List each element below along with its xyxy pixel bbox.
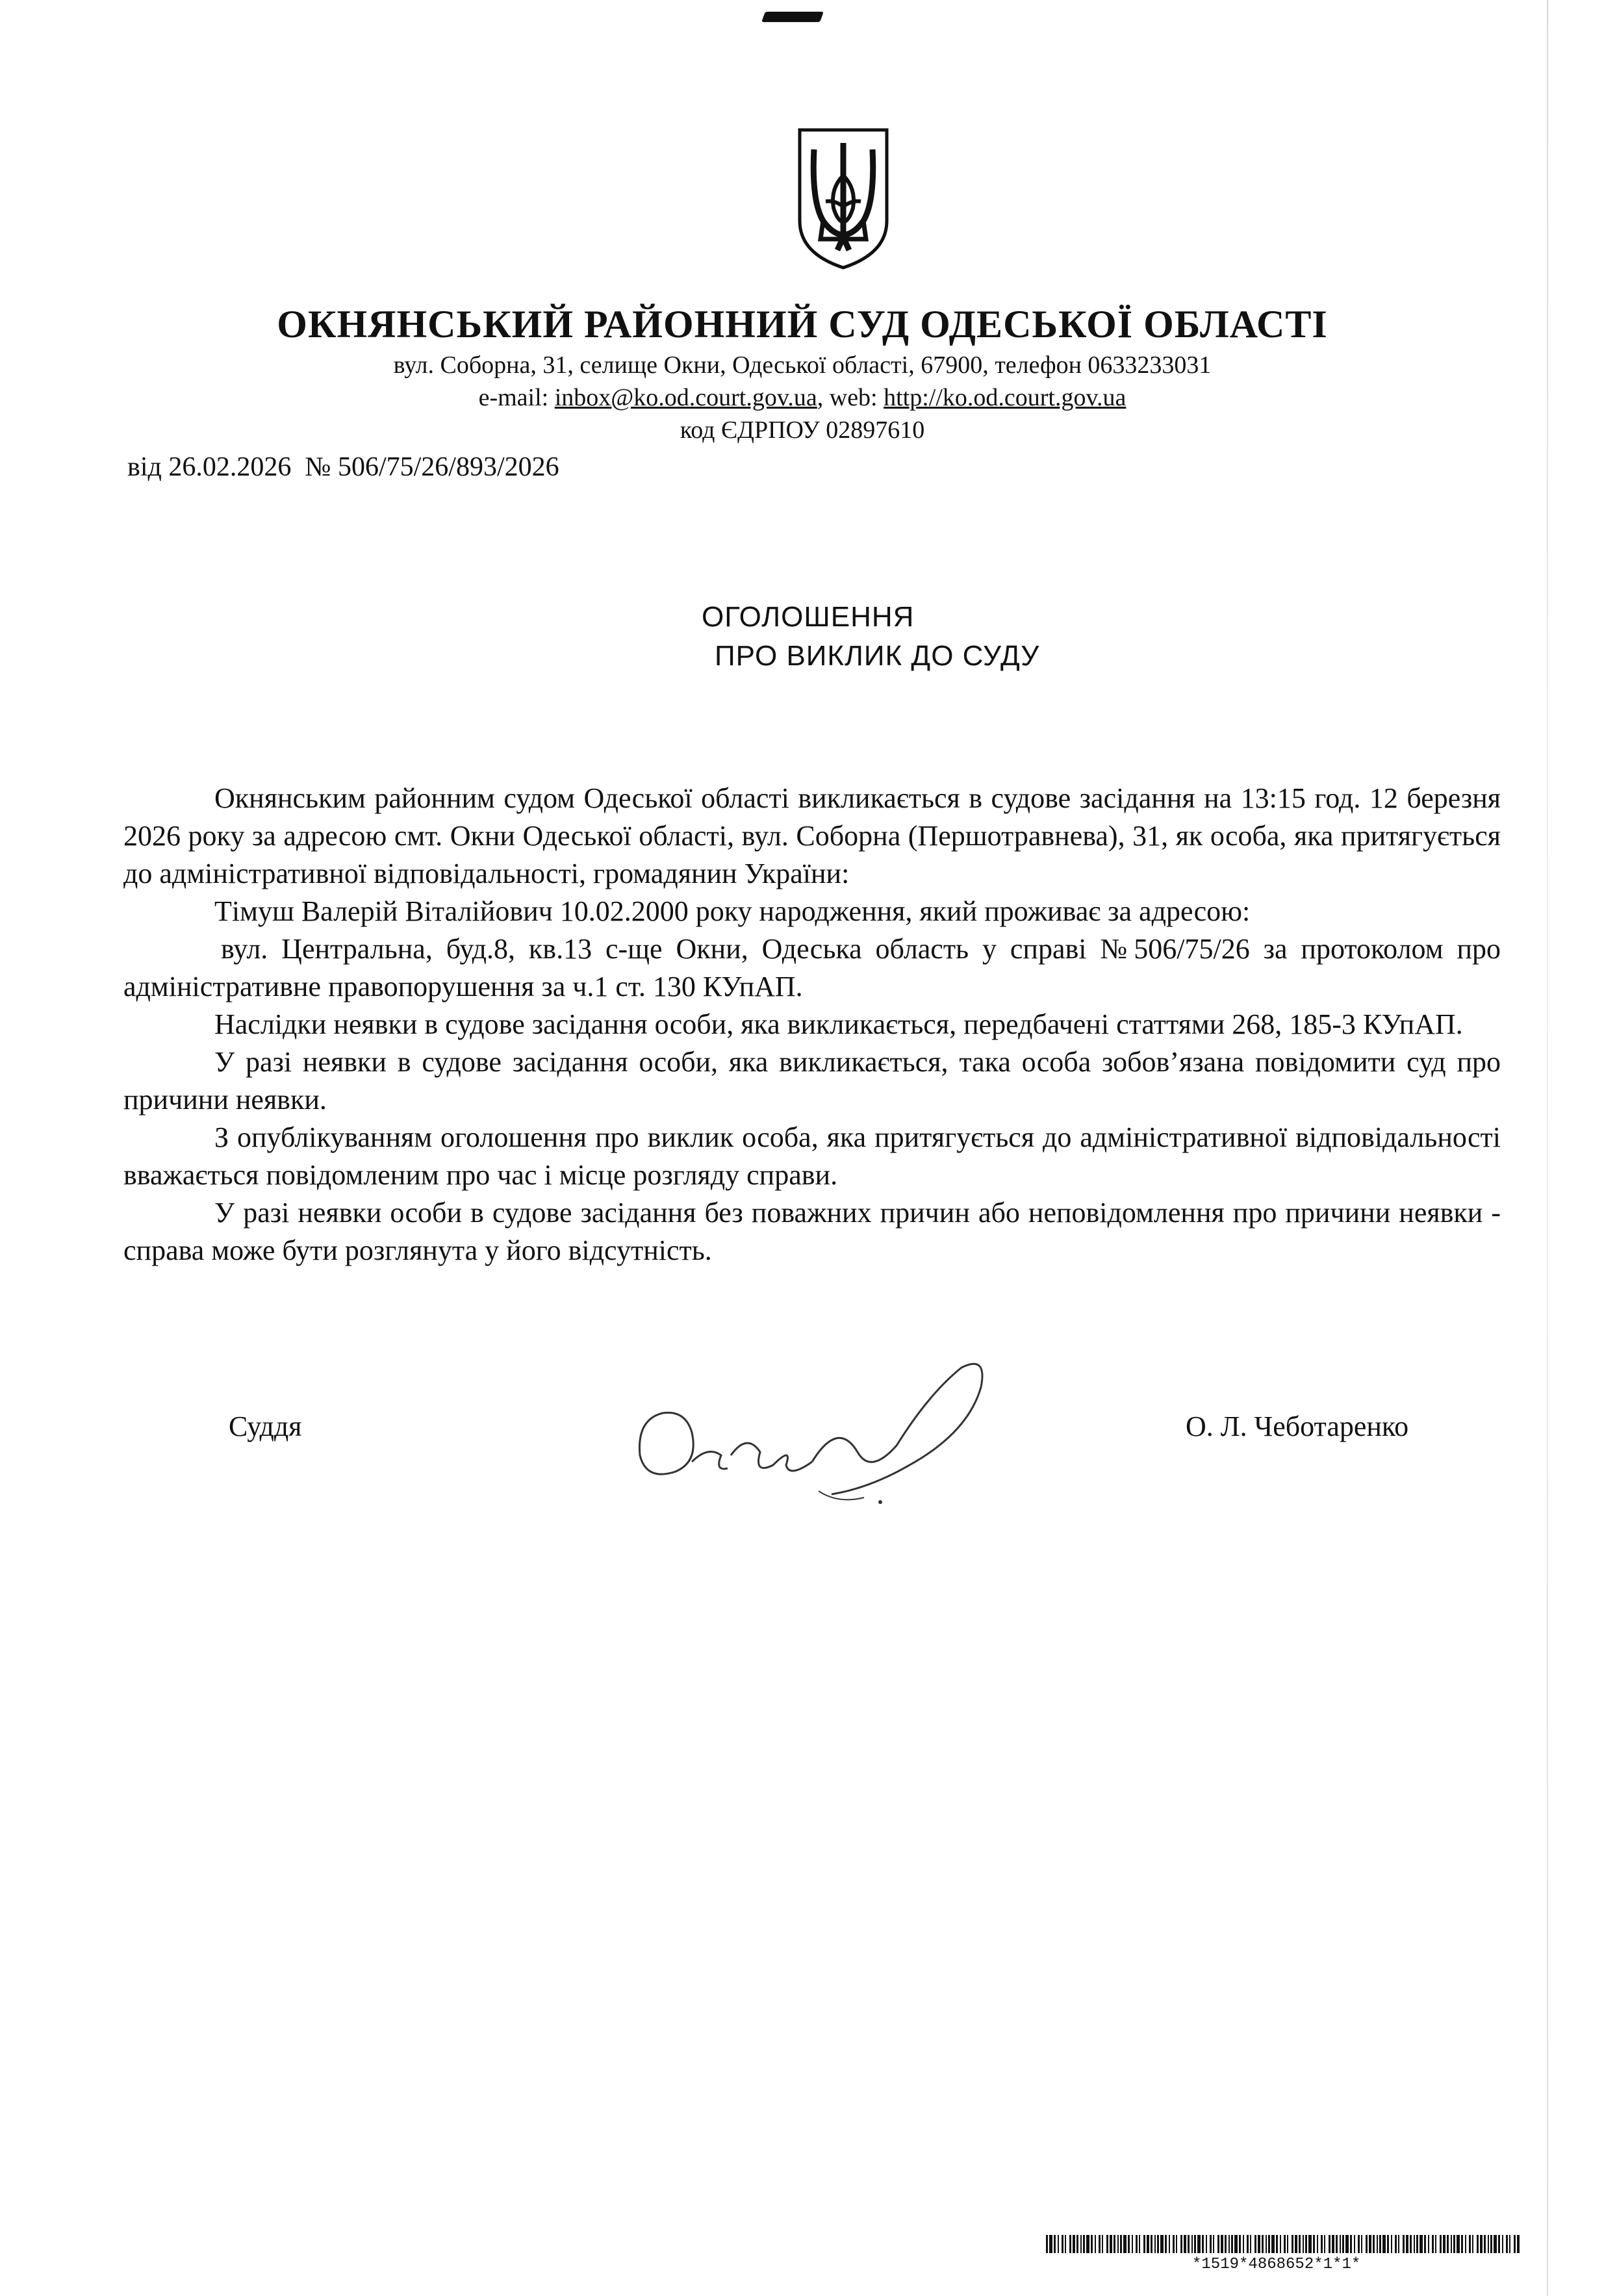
barcode-number: *1519*4868652*1*1* — [1192, 2256, 1361, 2273]
paragraph-address-case: вул. Центральна, буд.8, кв.13 с-ще Окни, Одеська область у справі №506/75/26 за протоколом про адміністративне правопорушення за ч.1 ст. 130 КУпАП. — [123, 933, 1501, 1002]
document-date: 26.02.2026 — [168, 452, 292, 482]
document-subtitle: ПРО ВИКЛИК ДО СУДУ — [715, 640, 1040, 672]
paragraph-notify-duty: У разі неявки в судове засідання особи, яка викликається, така особа зобов’язана повідомити суд про причини неявки. — [123, 1046, 1501, 1116]
court-address: вул. Соборна, 31, селище Окни, Одеської області, 67900, телефон 0633233031 — [393, 351, 1212, 379]
paragraph-person: Тімуш Валерій Віталійович 10.02.2000 року народження, який проживає за адресою: — [214, 895, 1251, 927]
document-title: ОГОЛОШЕННЯ — [702, 601, 915, 633]
barcode — [1046, 2235, 1520, 2253]
paragraph-consequences: Наслідки неявки в судове засідання особи, яка викликається, передбачені статтями 268, 185-3 КУпАП. — [214, 1008, 1463, 1040]
paragraph-absence: У разі неявки особи в судове засідання без поважних причин або неповідомлення про причини неявки - справа може бути розглянута у його відсутність. — [123, 1197, 1501, 1266]
paragraph-summons: Окнянським районним судом Одеської області викликається в судове засідання на 13:15 год. 12 березня 2026 року за адресою смт. Окни Одеської області, вул. Соборна (Першотравнева), 31, як особа, яка притягується до адміністративної відповідальності, громадянин України: — [123, 782, 1501, 889]
edrpou-code: код ЄДРПОУ 02897610 — [680, 416, 925, 444]
scan-artifact — [761, 12, 824, 22]
email-label: e-mail: — [478, 384, 549, 411]
scan-edge-line — [1547, 0, 1548, 2296]
number-label: № — [305, 452, 331, 482]
date-label: від — [127, 452, 162, 482]
court-name: ОКНЯНСЬКИЙ РАЙОННИЙ СУД ОДЕСЬКОЇ ОБЛАСТІ — [277, 303, 1328, 346]
document-reference — [127, 452, 559, 483]
handwritten-signature — [624, 1342, 1026, 1511]
coat-of-arms-icon — [795, 123, 892, 273]
web-link[interactable]: http://ko.od.court.gov.ua — [884, 384, 1127, 411]
web-label: web: — [829, 384, 878, 411]
signature-role: Суддя — [229, 1410, 302, 1442]
email-link[interactable]: inbox@ko.od.court.gov.ua — [554, 384, 817, 411]
paragraph-publication: З опублікуванням оголошення про виклик особа, яка притягується до адміністративної відповідальності вважається повідомленим про час і місце розгляду справи. — [123, 1121, 1501, 1191]
document-body — [123, 780, 1501, 1269]
judge-name: О. Л. Чеботаренко — [1186, 1410, 1409, 1442]
court-contacts: e-mail: inbox@ko.od.court.gov.ua, web: http://ko.od.court.gov.ua — [478, 384, 1127, 411]
document-number: 506/75/26/893/2026 — [337, 452, 559, 482]
